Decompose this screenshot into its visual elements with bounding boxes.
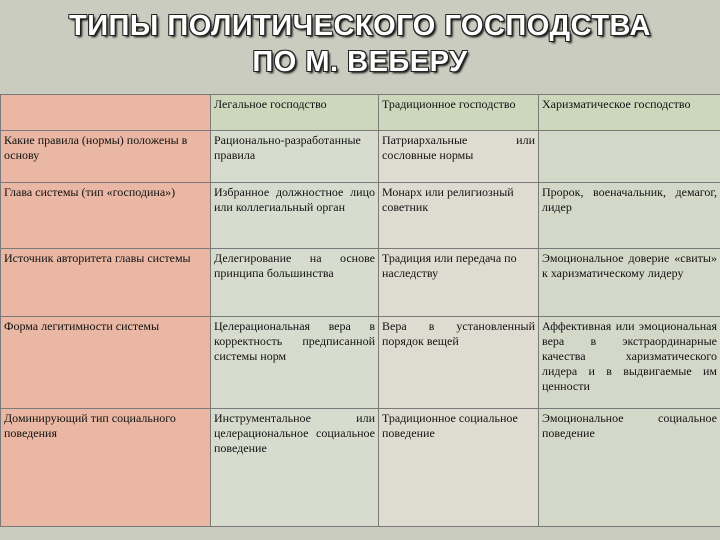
cell-legal-legitimacy: Целерациональная вера в корректность предписанной системы норм [211, 317, 379, 409]
table-header-row [1, 95, 720, 131]
cell-traditional-norms: Патриархальные или сословные нормы [379, 131, 539, 183]
row-label-behavior: Доминирующий тип социального поведения [1, 409, 211, 527]
cell-charismatic-legitimacy: Аффективная или эмоциональная вера в экстраординарные качества харизматического лидера и в выдвигаемые им ценности [539, 317, 720, 409]
cell-charismatic-norms [539, 131, 720, 183]
cell-legal-head: Избранное должностное лицо или коллегиальный орган [211, 183, 379, 249]
table-row [1, 317, 720, 409]
cell-traditional-head: Монарх или религиозный советник [379, 183, 539, 249]
cell-traditional-legitimacy: Вера в установленный порядок вещей [379, 317, 539, 409]
title-line-1: ТИПЫ ПОЛИТИЧЕСКОГО ГОСПОДСТВА [69, 10, 651, 42]
title-line-2: ПО М. ВЕБЕРУ [252, 46, 468, 78]
table-row [1, 249, 720, 317]
row-label-norms: Какие правила (нормы) положены в основу [1, 131, 211, 183]
row-label-head: Глава системы (тип «господина») [1, 183, 211, 249]
cell-charismatic-behavior: Эмоциональное социальное поведение [539, 409, 720, 527]
header-corner-cell [1, 95, 211, 131]
table-row [1, 131, 720, 183]
column-header-legal: Легальное господство [211, 95, 379, 131]
column-header-traditional: Традиционное господство [379, 95, 539, 131]
table-row [1, 183, 720, 249]
row-label-authority: Источник авторитета главы системы [1, 249, 211, 317]
page-title [0, 8, 720, 80]
column-header-charismatic: Харизматическое господство [539, 95, 720, 131]
cell-charismatic-authority: Эмоциональное доверие «свиты» к харизматическому лидеру [539, 249, 720, 317]
cell-legal-authority: Делегирование на основе принципа большинства [211, 249, 379, 317]
cell-traditional-behavior: Традиционное социальное поведение [379, 409, 539, 527]
weber-domination-table [0, 94, 720, 527]
cell-charismatic-head: Пророк, военачальник, демагог, лидер [539, 183, 720, 249]
table-row [1, 409, 720, 527]
cell-traditional-authority: Традиция или передача по наследству [379, 249, 539, 317]
row-label-legitimacy: Форма легитимности системы [1, 317, 211, 409]
cell-legal-norms: Рационально-разработанные правила [211, 131, 379, 183]
cell-legal-behavior: Инструментальное или целерациональное социальное поведение [211, 409, 379, 527]
